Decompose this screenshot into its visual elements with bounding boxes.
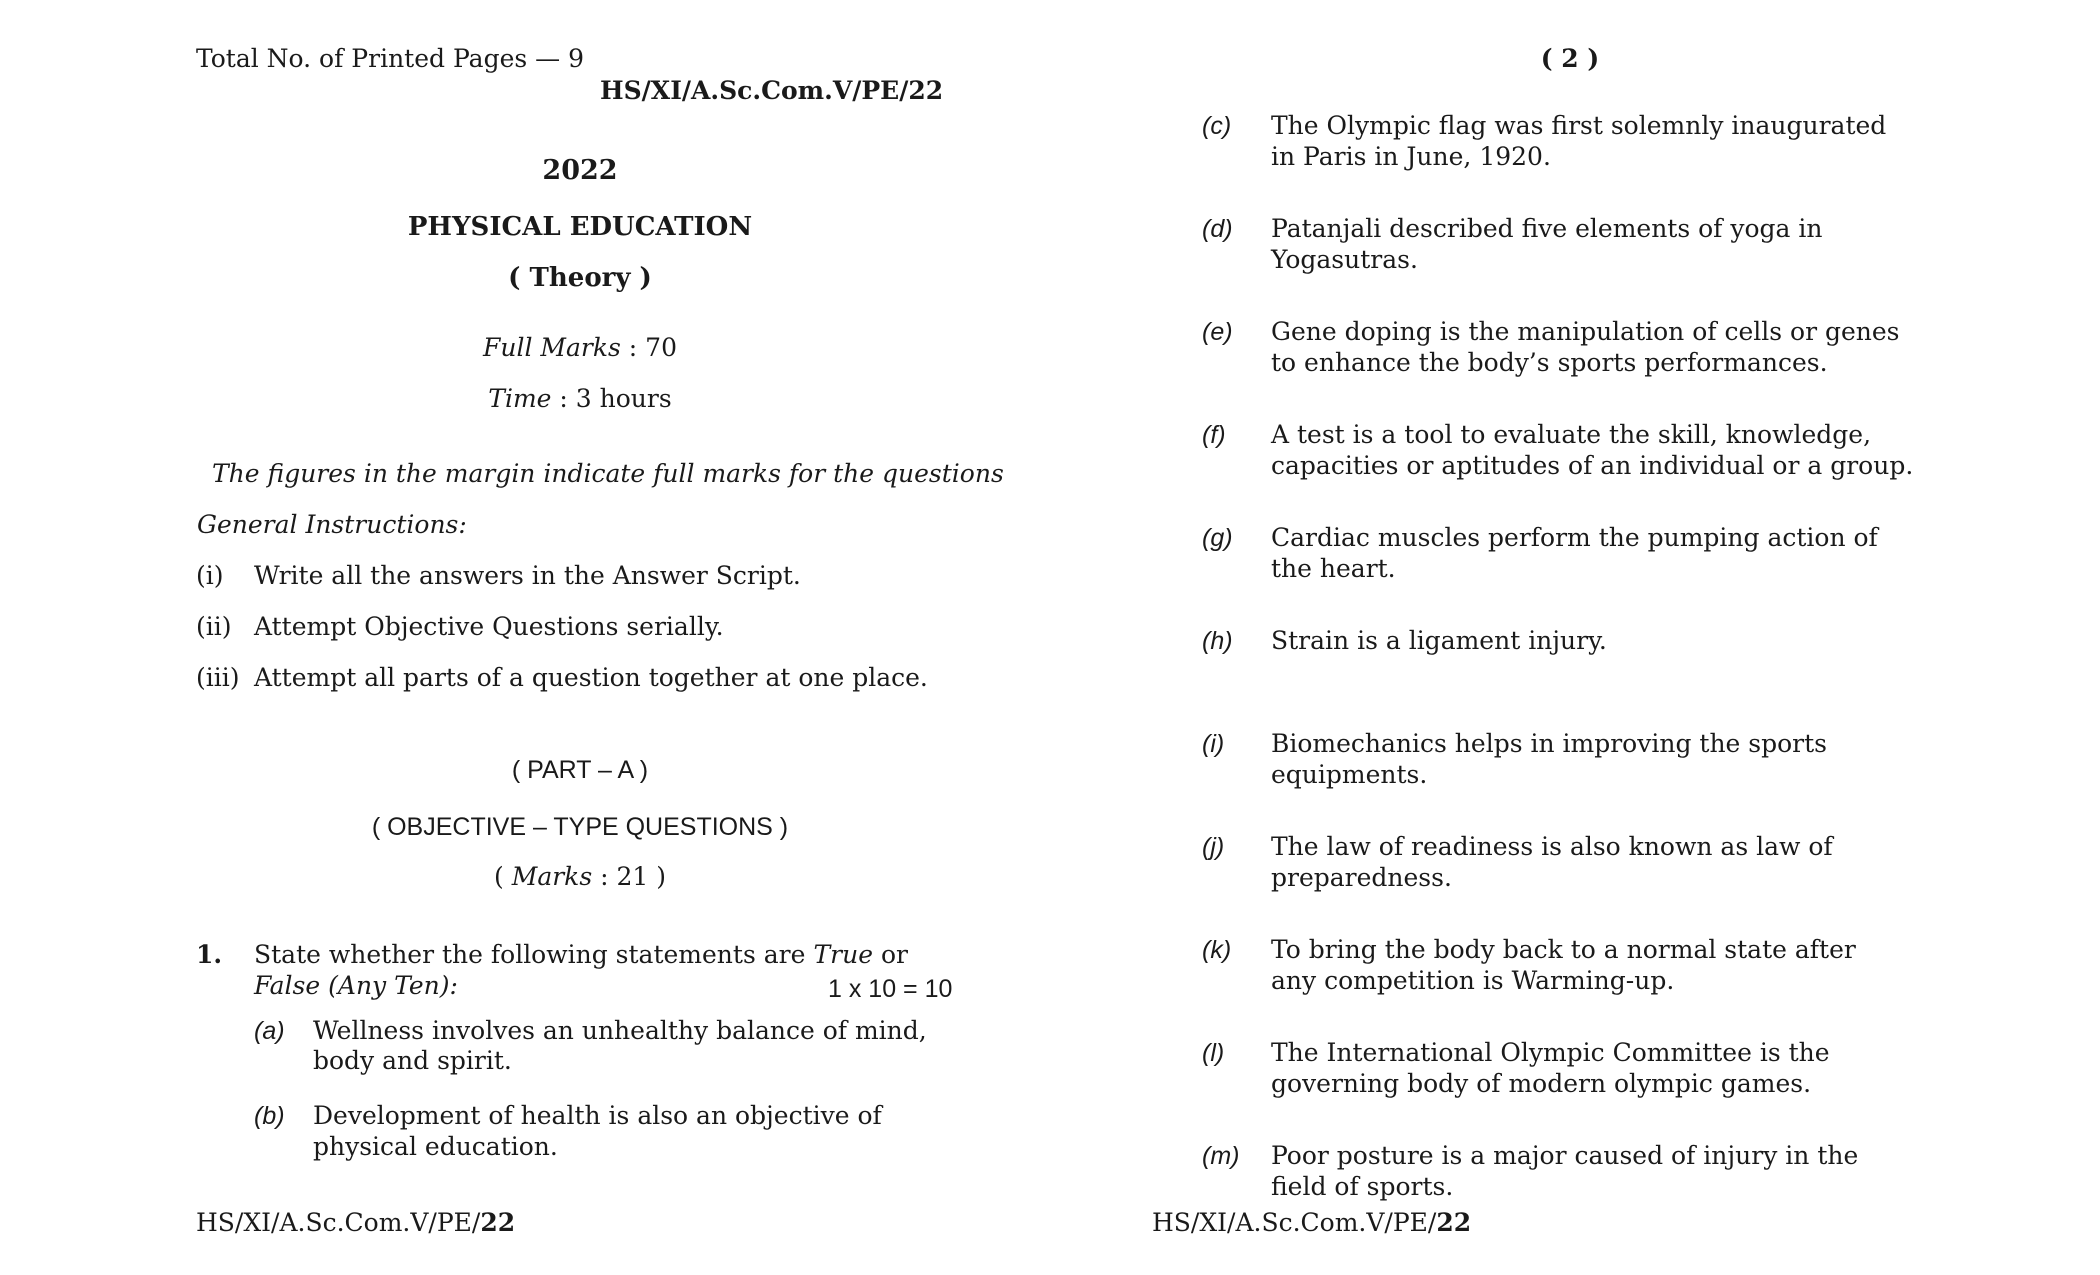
subject-title: PHYSICAL EDUCATION (407, 212, 753, 242)
statement-line2: equipments. (1271, 760, 1428, 789)
part-marks-open: ( (494, 862, 504, 891)
statement-label: (m) (1202, 1142, 1240, 1170)
full-marks-value: : 70 (628, 333, 677, 362)
printed-pages-count: Total No. of Printed Pages — 9 (196, 44, 585, 73)
statement-line1: The law of readiness is also known as law of (1271, 832, 1833, 861)
part-heading: ( PART – A ) (511, 756, 649, 784)
instruction-text: Write all the answers in the Answer Script. (254, 561, 801, 590)
question-marks: 1 x 10 = 10 (828, 975, 953, 1003)
statement-label: (j) (1202, 833, 1225, 861)
question-text: State whether the following statements are (254, 940, 806, 969)
statement-line1: Development of health is also an objective of (313, 1101, 882, 1130)
true-word: True (813, 940, 874, 969)
statement-label: (f) (1202, 421, 1226, 449)
statement-line2: body and spirit. (313, 1046, 512, 1075)
footer-code-prefix: HS/XI/A.Sc.Com.V/PE/ (1152, 1208, 1437, 1237)
statement-label: (e) (1202, 318, 1233, 346)
footer-code-year: 22 (1436, 1208, 1472, 1237)
part-subheading: ( OBJECTIVE – TYPE QUESTIONS ) (371, 813, 789, 841)
statement-line2: capacities or aptitudes of an individual or a group. (1271, 451, 1914, 480)
statement-line1: Patanjali described five elements of yoga in (1271, 214, 1823, 243)
statement-label: (i) (1202, 730, 1225, 758)
instructions-heading: General Instructions: (197, 510, 467, 539)
statement-line2: Yogasutras. (1271, 245, 1418, 274)
question-text-line1 (254, 940, 908, 970)
margin-note: The figures in the margin indicate full marks for the questions (212, 459, 1004, 488)
statement-line2: the heart. (1271, 554, 1396, 583)
paper-code: HS/XI/A.Sc.Com.V/PE/22 (600, 76, 944, 105)
part-marks-value: : 21 ) (600, 862, 666, 891)
footer-code (196, 1208, 515, 1238)
time-value: : 3 hours (559, 384, 672, 413)
statement-label: (a) (254, 1017, 285, 1045)
statement-line1: The International Olympic Committee is the (1271, 1038, 1830, 1067)
statement-line2: to enhance the body’s sports performances. (1271, 348, 1828, 377)
page-number: ( 2 ) (1540, 44, 1600, 73)
time-label: Time (488, 384, 552, 413)
statement-line1: Biomechanics helps in improving the sports (1271, 729, 1827, 758)
statement-text: Wellness involves an unhealthy balance of mind, (313, 1016, 927, 1045)
statement-line2: preparedness. (1271, 863, 1452, 892)
exam-year: 2022 (542, 155, 618, 186)
instruction-text: Attempt all parts of a question together at one place. (254, 663, 928, 692)
question-number: 1. (196, 940, 223, 969)
part-marks-label: Marks (511, 862, 593, 891)
question-text-line2 (254, 971, 458, 1001)
footer-code (1152, 1208, 1471, 1238)
statement-line1: The Olympic flag was first solemnly inaugurated (1271, 111, 1887, 140)
false-word: False (254, 971, 321, 1000)
full-marks-label: Full Marks (483, 333, 621, 362)
any-ten: (Any Ten): (328, 971, 458, 1000)
footer-code-year: 22 (480, 1208, 516, 1237)
full-marks (180, 333, 980, 363)
instruction-number: (i) (196, 561, 224, 590)
statement-label: (g) (1202, 524, 1233, 552)
instruction-number: (ii) (196, 612, 232, 641)
statement-label: (k) (1202, 936, 1232, 964)
instruction-number: (iii) (196, 663, 240, 692)
statement-line2: physical education. (313, 1132, 558, 1161)
statement-label: (b) (254, 1102, 285, 1130)
right-page (1050, 0, 2100, 1275)
statement-line2: any competition is Warming-up. (1271, 966, 1675, 995)
exam-time (180, 384, 980, 414)
statement-line1: A test is a tool to evaluate the skill, knowledge, (1271, 420, 1872, 449)
or-word: or (880, 940, 908, 969)
statement-label: (d) (1202, 215, 1233, 243)
statement-label: (h) (1202, 627, 1233, 655)
statement-line2: field of sports. (1271, 1172, 1454, 1201)
statement-label: (c) (1202, 112, 1232, 140)
statement-line1: Cardiac muscles perform the pumping action of (1271, 523, 1878, 552)
statement-line1 (313, 1016, 927, 1046)
statement-label: (l) (1202, 1039, 1225, 1067)
statement-line1: Strain is a ligament injury. (1271, 626, 1607, 655)
statement-line1: To bring the body back to a normal state after (1271, 935, 1856, 964)
paper-type: ( Theory ) (508, 263, 652, 293)
footer-code-prefix: HS/XI/A.Sc.Com.V/PE/ (196, 1208, 481, 1237)
statement-line2: governing body of modern olympic games. (1271, 1069, 1812, 1098)
statement-line1: Poor posture is a major caused of injury in the (1271, 1141, 1859, 1170)
statement-line2: in Paris in June, 1920. (1271, 142, 1551, 171)
instruction-text: Attempt Objective Questions serially. (254, 612, 724, 641)
statement-line1: Gene doping is the manipulation of cells or genes (1271, 317, 1900, 346)
part-marks (180, 862, 980, 892)
